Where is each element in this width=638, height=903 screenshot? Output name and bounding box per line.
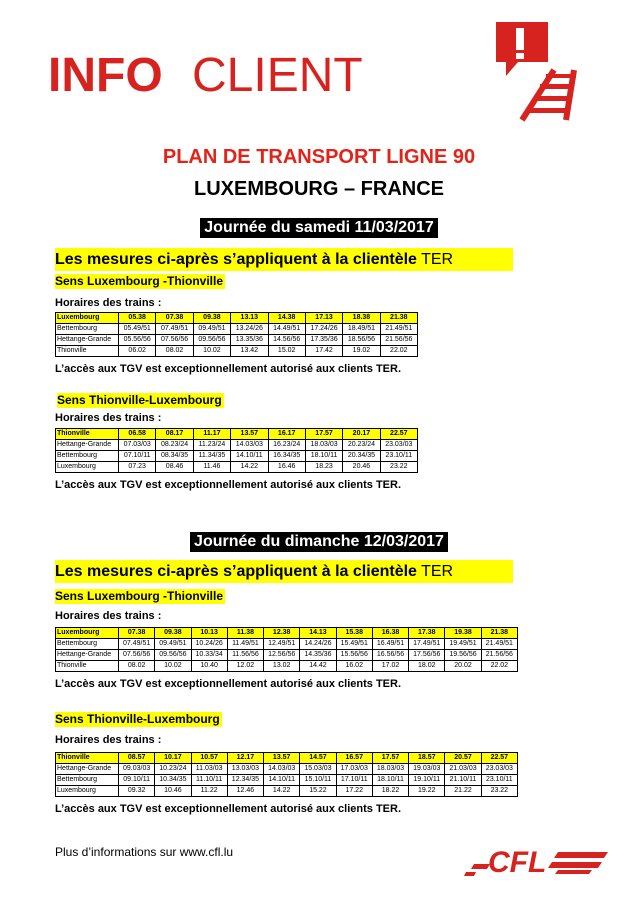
time-cell: 13.57 [231, 429, 268, 440]
time-cell: 13.13 [231, 313, 268, 324]
time-cell: 20.46 [343, 462, 380, 473]
time-cell: 07.10/11 [119, 451, 156, 462]
time-cell: 09.56/56 [193, 335, 230, 346]
time-cell: 09.38 [155, 628, 191, 639]
station-cell: Hettange-Grande [56, 764, 119, 775]
day-saturday-heading-wrap [0, 218, 638, 238]
time-cell: 14.35/36 [300, 650, 336, 661]
speech-bubble-exclamation-rail-icon [478, 16, 578, 126]
timetable-subtitle: Horaires des trains : [55, 610, 162, 622]
station-cell: Luxembourg [56, 628, 119, 639]
time-cell: 14.10/11 [264, 775, 300, 786]
info-heading: INFO [48, 49, 163, 102]
time-cell: 10.57 [191, 753, 227, 764]
day-saturday-heading: Journée du samedi 11/03/2017 [200, 218, 437, 238]
time-cell: 12.34/35 [227, 775, 263, 786]
time-cell: 17.03/03 [336, 764, 372, 775]
measures-banner [55, 248, 513, 271]
time-cell: 13.02 [264, 661, 300, 672]
time-cell: 18.56/56 [343, 335, 380, 346]
time-cell: 12.38 [264, 628, 300, 639]
time-cell: 21.49/51 [380, 324, 417, 335]
station-cell: Hettange-Grande [56, 440, 119, 451]
time-cell: 07.38 [156, 313, 193, 324]
time-cell: 23.22 [481, 786, 517, 797]
station-cell: Hettange-Grande [56, 335, 119, 346]
time-cell: 14.03/03 [264, 764, 300, 775]
station-cell: Luxembourg [56, 462, 119, 473]
time-cell: 23.03/03 [481, 764, 517, 775]
time-cell: 08.57 [119, 753, 155, 764]
time-cell: 20.02 [445, 661, 481, 672]
table-row [56, 324, 418, 335]
timetable-sun-thi-lux [55, 752, 518, 797]
time-cell: 11.46 [193, 462, 230, 473]
timetable-subtitle: Horaires des trains : [55, 734, 162, 746]
station-cell: Thionville [56, 429, 119, 440]
table-row [56, 786, 518, 797]
time-cell: 16.57 [336, 753, 372, 764]
time-cell: 11.49/51 [227, 639, 263, 650]
time-cell: 07.38 [119, 628, 155, 639]
time-cell: 21.49/51 [481, 639, 517, 650]
time-cell: 11.03/03 [191, 764, 227, 775]
time-cell: 17.13 [305, 313, 342, 324]
time-cell: 10.02 [155, 661, 191, 672]
time-cell: 16.34/35 [268, 451, 305, 462]
time-cell: 16.49/51 [372, 639, 408, 650]
time-cell: 11.34/35 [193, 451, 230, 462]
measures-text: Les mesures ci-après s’appliquent à la clientèle [55, 251, 417, 268]
time-cell: 19.38 [445, 628, 481, 639]
time-cell: 22.02 [380, 346, 417, 357]
station-cell: Bettembourg [56, 775, 119, 786]
table-row [56, 639, 518, 650]
direction-thi-lux: Sens Thionville-Luxembourg [55, 712, 220, 726]
time-cell: 18.03/03 [372, 764, 408, 775]
timetable-subtitle: Horaires des trains : [55, 297, 162, 309]
direction-lux-thi: Sens Luxembourg -Thionville [55, 274, 224, 288]
time-cell: 15.56/56 [336, 650, 372, 661]
time-cell: 18.38 [343, 313, 380, 324]
table-row [56, 346, 418, 357]
time-cell: 18.10/11 [305, 451, 342, 462]
station-cell: Bettembourg [56, 451, 119, 462]
time-cell: 13.24/26 [231, 324, 268, 335]
time-cell: 07.49/51 [156, 324, 193, 335]
plan-title: PLAN DE TRANSPORT LIGNE 90 [162, 146, 476, 168]
time-cell: 12.56/56 [264, 650, 300, 661]
time-cell: 23.10/11 [481, 775, 517, 786]
time-cell: 10.34/35 [155, 775, 191, 786]
station-cell: Thionville [56, 753, 119, 764]
timetable-sat-lux-thi [55, 312, 418, 357]
time-cell: 15.22 [300, 786, 336, 797]
time-cell: 07.56/56 [156, 335, 193, 346]
cfl-logo [462, 842, 610, 880]
time-cell: 11.17 [193, 429, 230, 440]
time-cell: 11.23/24 [193, 440, 230, 451]
time-cell: 14.24/26 [300, 639, 336, 650]
time-cell: 11.10/11 [191, 775, 227, 786]
time-cell: 08.02 [119, 661, 155, 672]
time-cell: 20.17 [343, 429, 380, 440]
time-cell: 21.56/56 [481, 650, 517, 661]
time-cell: 11.38 [227, 628, 263, 639]
time-cell: 14.10/11 [231, 451, 268, 462]
time-cell: 07.56/56 [119, 650, 155, 661]
time-cell: 18.10/11 [372, 775, 408, 786]
time-cell: 05.49/51 [119, 324, 156, 335]
time-cell: 21.10/11 [445, 775, 481, 786]
time-cell: 14.13 [300, 628, 336, 639]
time-cell: 09.10/11 [119, 775, 155, 786]
time-cell: 09.56/56 [155, 650, 191, 661]
time-cell: 08.17 [156, 429, 193, 440]
time-cell: 09.38 [193, 313, 230, 324]
time-cell: 22.02 [481, 661, 517, 672]
table-row [56, 451, 418, 462]
time-cell: 10.40 [191, 661, 227, 672]
table-row [56, 462, 418, 473]
table-row [56, 775, 518, 786]
station-cell: Bettembourg [56, 324, 119, 335]
time-cell: 23.22 [380, 462, 417, 473]
measures-banner [55, 560, 513, 583]
time-cell: 17.56/56 [409, 650, 445, 661]
time-cell: 18.57 [409, 753, 445, 764]
time-cell: 21.22 [445, 786, 481, 797]
time-cell: 17.02 [372, 661, 408, 672]
time-cell: 16.02 [336, 661, 372, 672]
time-cell: 07.03/03 [119, 440, 156, 451]
station-cell: Thionville [56, 346, 119, 357]
table-row [56, 335, 418, 346]
table-row [56, 764, 518, 775]
table-row [56, 313, 418, 324]
time-cell: 21.03/03 [445, 764, 481, 775]
time-cell: 15.49/51 [336, 639, 372, 650]
station-cell: Bettembourg [56, 639, 119, 650]
footer-info: Plus d’informations sur www.cfl.lu [55, 845, 234, 859]
station-cell: Hettange-Grande [56, 650, 119, 661]
time-cell: 06.02 [119, 346, 156, 357]
time-cell: 17.24/26 [305, 324, 342, 335]
time-cell: 16.17 [268, 429, 305, 440]
time-cell: 18.49/51 [343, 324, 380, 335]
time-cell: 19.49/51 [445, 639, 481, 650]
time-cell: 16.56/56 [372, 650, 408, 661]
time-cell: 23.10/11 [380, 451, 417, 462]
time-cell: 13.35/36 [231, 335, 268, 346]
measures-text: Les mesures ci-après s’appliquent à la clientèle [55, 563, 417, 580]
svg-text:CFL: CFL [488, 846, 547, 879]
time-cell: 10.24/26 [191, 639, 227, 650]
direction-thi-lux: Sens Thionville-Luxembourg [57, 393, 222, 407]
time-cell: 17.57 [372, 753, 408, 764]
time-cell: 18.22 [372, 786, 408, 797]
time-cell: 12.49/51 [264, 639, 300, 650]
time-cell: 17.10/11 [336, 775, 372, 786]
time-cell: 17.57 [305, 429, 342, 440]
time-cell: 09.03/03 [119, 764, 155, 775]
time-cell: 07.23 [119, 462, 156, 473]
time-cell: 22.57 [481, 753, 517, 764]
time-cell: 13.03/03 [227, 764, 263, 775]
time-cell: 15.03/03 [300, 764, 336, 775]
time-cell: 17.42 [305, 346, 342, 357]
time-cell: 23.03/03 [380, 440, 417, 451]
tgv-note: L’accès aux TGV est exceptionnellement autorisé aux clients TER. [55, 678, 402, 690]
time-cell: 10.02 [193, 346, 230, 357]
time-cell: 13.42 [231, 346, 268, 357]
time-cell: 20.57 [445, 753, 481, 764]
time-cell: 16.46 [268, 462, 305, 473]
time-cell: 10.17 [155, 753, 191, 764]
tgv-note: L’accès aux TGV est exceptionnellement autorisé aux clients TER. [55, 803, 402, 815]
time-cell: 18.23 [305, 462, 342, 473]
table-row [56, 440, 418, 451]
time-cell: 12.46 [227, 786, 263, 797]
time-cell: 10.13 [191, 628, 227, 639]
time-cell: 17.38 [409, 628, 445, 639]
time-cell: 05.56/56 [119, 335, 156, 346]
day-sunday-heading-wrap [0, 532, 638, 552]
time-cell: 22.57 [380, 429, 417, 440]
time-cell: 14.49/51 [268, 324, 305, 335]
table-row [56, 753, 518, 764]
direction-lux-thi: Sens Luxembourg -Thionville [55, 589, 224, 603]
time-cell: 12.02 [227, 661, 263, 672]
measures-ter: TER [416, 251, 454, 268]
time-cell: 19.22 [409, 786, 445, 797]
time-cell: 17.35/36 [305, 335, 342, 346]
time-cell: 05.38 [119, 313, 156, 324]
table-row [56, 661, 518, 672]
time-cell: 14.22 [231, 462, 268, 473]
timetable-subtitle: Horaires des trains : [55, 412, 162, 424]
time-cell: 14.38 [268, 313, 305, 324]
time-cell: 14.03/03 [231, 440, 268, 451]
timetable-sat-thi-lux [55, 428, 418, 473]
measures-ter: TER [416, 563, 454, 580]
time-cell: 09.49/51 [155, 639, 191, 650]
time-cell: 18.03/03 [305, 440, 342, 451]
station-cell: Luxembourg [56, 313, 119, 324]
time-cell: 15.10/11 [300, 775, 336, 786]
table-row [56, 628, 518, 639]
table-row [56, 650, 518, 661]
time-cell: 12.17 [227, 753, 263, 764]
time-cell: 11.22 [191, 786, 227, 797]
time-cell: 20.34/35 [343, 451, 380, 462]
tgv-note: L’accès aux TGV est exceptionnellement autorisé aux clients TER. [55, 479, 402, 491]
time-cell: 18.02 [409, 661, 445, 672]
time-cell: 10.46 [155, 786, 191, 797]
time-cell: 08.34/35 [156, 451, 193, 462]
time-cell: 15.38 [336, 628, 372, 639]
time-cell: 08.23/24 [156, 440, 193, 451]
time-cell: 19.56/56 [445, 650, 481, 661]
time-cell: 17.49/51 [409, 639, 445, 650]
time-cell: 10.23/24 [155, 764, 191, 775]
time-cell: 14.42 [300, 661, 336, 672]
time-cell: 08.46 [156, 462, 193, 473]
time-cell: 14.22 [264, 786, 300, 797]
time-cell: 14.57 [300, 753, 336, 764]
station-cell: Luxembourg [56, 786, 119, 797]
time-cell: 19.02 [343, 346, 380, 357]
client-heading: CLIENT [192, 49, 363, 102]
time-cell: 08.02 [156, 346, 193, 357]
time-cell: 19.10/11 [409, 775, 445, 786]
time-cell: 19.03/03 [409, 764, 445, 775]
time-cell: 06.58 [119, 429, 156, 440]
time-cell: 10.33/34 [191, 650, 227, 661]
station-cell: Thionville [56, 661, 119, 672]
time-cell: 21.38 [380, 313, 417, 324]
route-title: LUXEMBOURG – FRANCE [193, 178, 444, 200]
time-cell: 09.49/51 [193, 324, 230, 335]
tgv-note: L’accès aux TGV est exceptionnellement autorisé aux clients TER. [55, 363, 402, 375]
time-cell: 07.49/51 [119, 639, 155, 650]
time-cell: 21.56/56 [380, 335, 417, 346]
time-cell: 15.02 [268, 346, 305, 357]
time-cell: 13.57 [264, 753, 300, 764]
time-cell: 17.22 [336, 786, 372, 797]
timetable-sun-lux-thi [55, 627, 518, 672]
time-cell: 16.38 [372, 628, 408, 639]
table-row [56, 429, 418, 440]
time-cell: 14.56/56 [268, 335, 305, 346]
time-cell: 09.32 [119, 786, 155, 797]
time-cell: 16.23/24 [268, 440, 305, 451]
day-sunday-heading: Journée du dimanche 12/03/2017 [190, 532, 448, 552]
time-cell: 20.23/24 [343, 440, 380, 451]
time-cell: 21.38 [481, 628, 517, 639]
time-cell: 11.56/56 [227, 650, 263, 661]
